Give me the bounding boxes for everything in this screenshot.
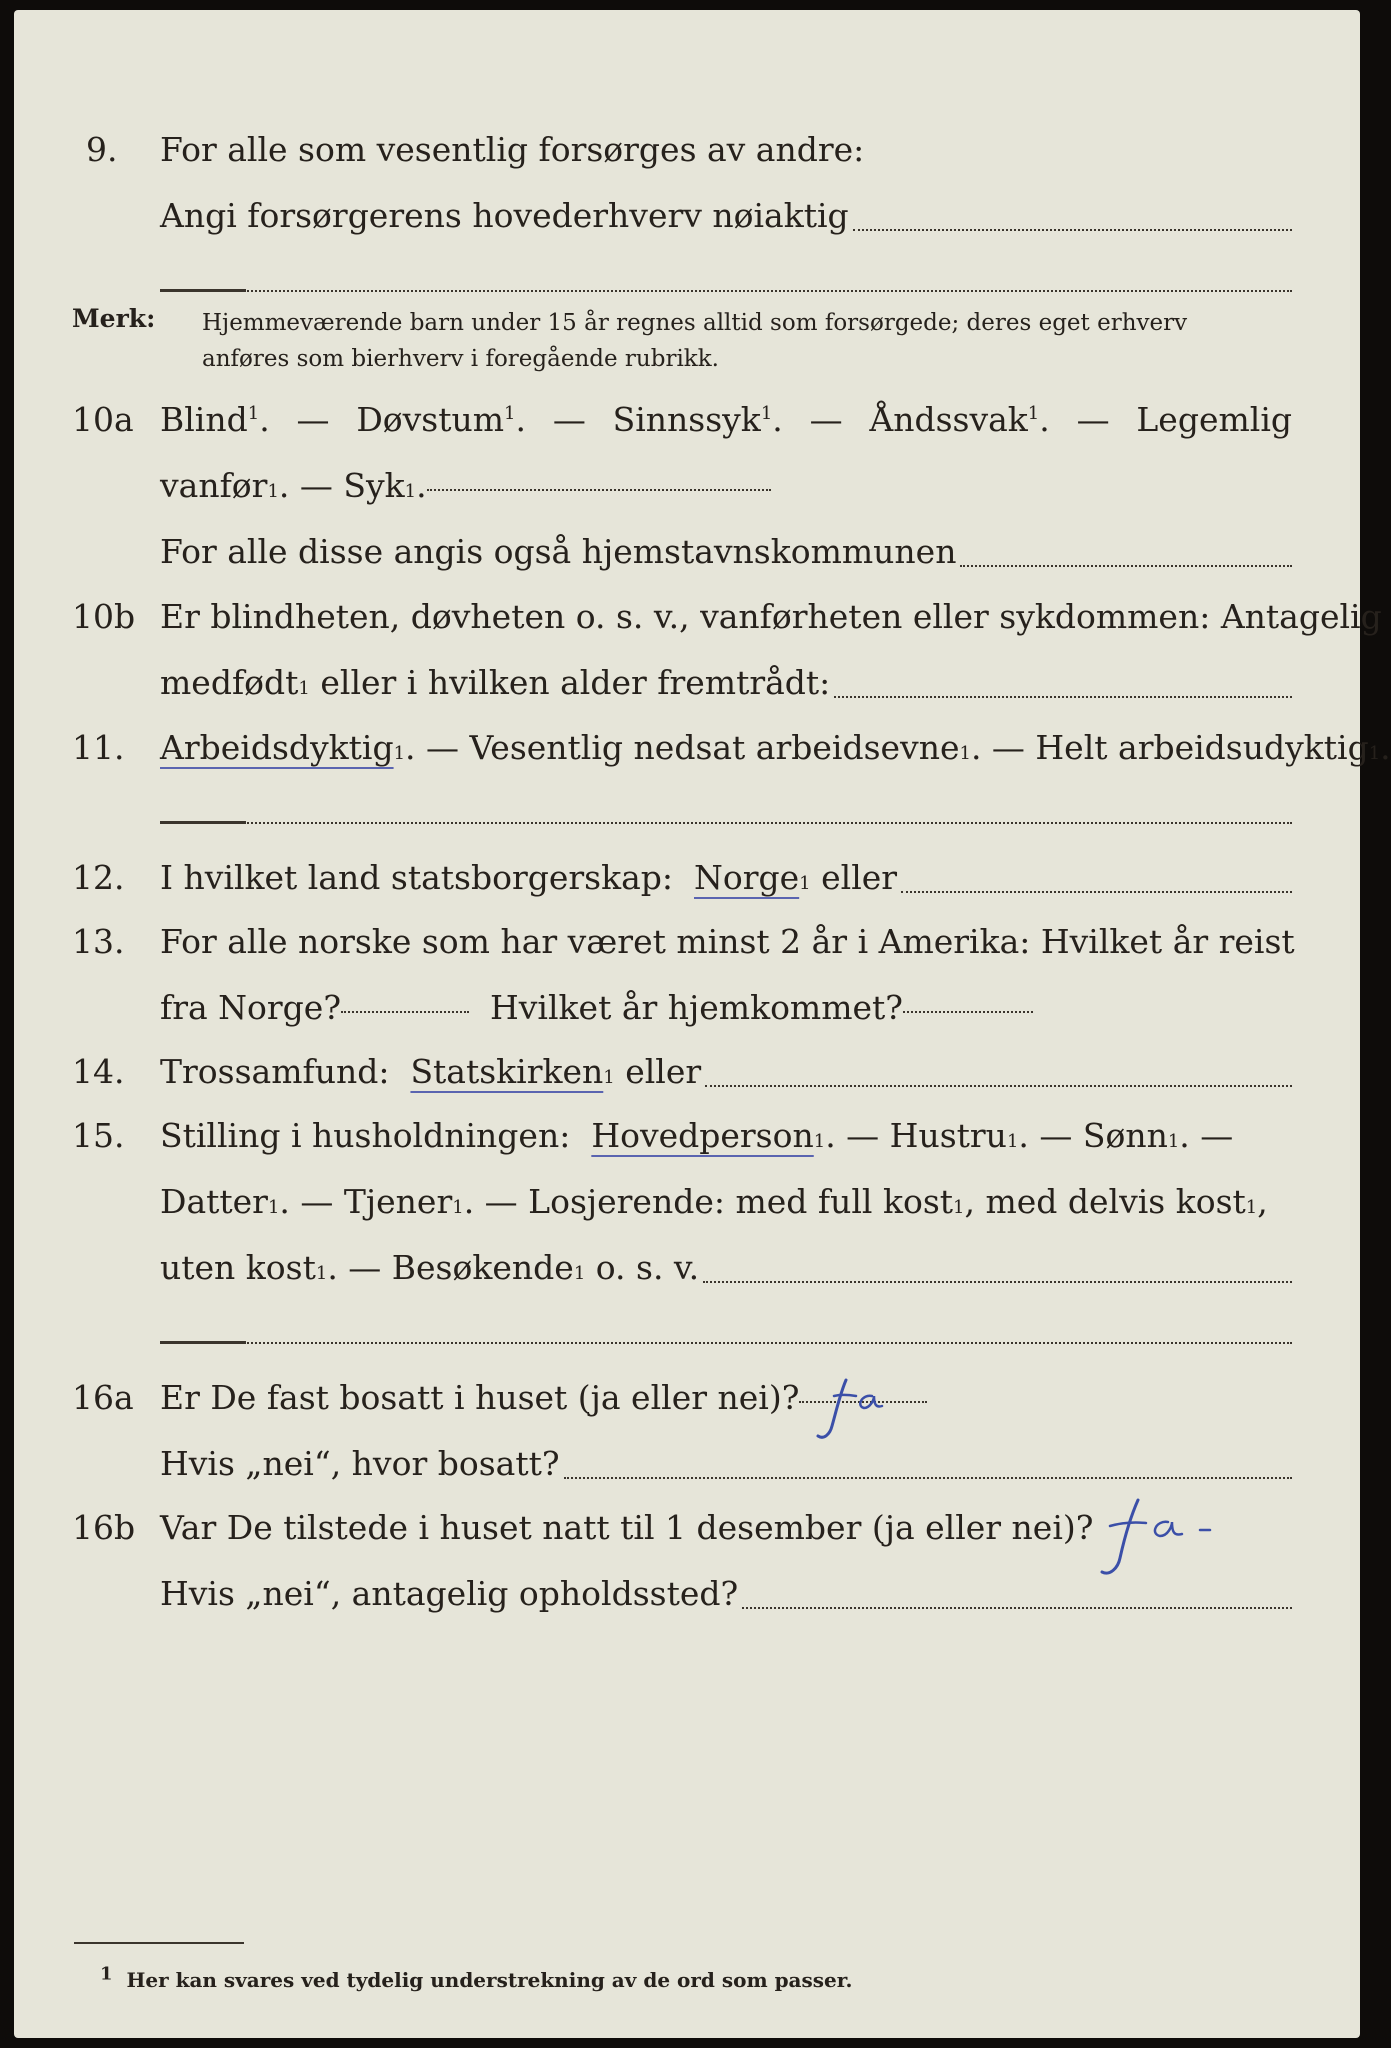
merk-note-line2: anføres som bierhverv i foregående rubrikk.: [202, 346, 719, 372]
answer-line: [853, 221, 1292, 231]
answer-line: [901, 883, 1292, 893]
blank-answer-line: [160, 822, 1292, 824]
q10b-number: 10b: [72, 597, 136, 636]
q14-line: Trossamfund: Statskirken 1 eller: [160, 1048, 1292, 1096]
answer-line: [703, 1273, 1292, 1283]
q13-line2: fra Norge? Hvilket år hjemkommet?: [160, 984, 1033, 1032]
q14-number: 14.: [72, 1052, 125, 1091]
q16a-line2: Hvis „nei“, hvor bosatt?: [160, 1440, 1292, 1488]
separator-dash: —: [809, 400, 843, 439]
footnote-rule: [74, 1942, 244, 1944]
q12-number: 12.: [72, 858, 125, 897]
blank-answer-line: [160, 290, 1292, 292]
q15-line3: uten kost 1 . — Besøkende 1 o. s. v.: [160, 1244, 1292, 1292]
q16b-line2: Hvis „nei“, antagelig opholdssted?: [160, 1570, 1292, 1618]
answer-line: [341, 1003, 469, 1013]
selected-option: Statskirken: [410, 1052, 604, 1091]
q10a-option: Sinnssyk$^1$.: [612, 400, 783, 439]
q10a-number: 10a: [72, 400, 134, 439]
q12-line: I hvilket land statsborgerskap: Norge 1 eller: [160, 854, 1292, 902]
q10a-line3: For alle disse angis også hjemstavnskommunen: [160, 528, 1292, 576]
q13-line1: For alle norske som har været minst 2 år i Amerika: Hvilket år reist: [160, 922, 1295, 961]
q16b-number: 16b: [72, 1508, 136, 1547]
q10a-option: Åndssvak$^1$.: [869, 400, 1050, 439]
superscript-mark: $^1$.: [504, 400, 526, 439]
superscript-mark: $^1$.: [1027, 400, 1050, 439]
q9-number: 9.: [86, 130, 118, 169]
separator-dash: —: [552, 400, 586, 439]
handwritten-answer-ja: [1090, 1494, 1230, 1580]
q16a-line1: Er De fast bosatt i huset (ja eller nei)?: [160, 1374, 927, 1422]
q10a-option: Blind$^1$.: [160, 400, 270, 439]
answer-line: [960, 557, 1292, 567]
q10a-line2: vanfør 1 . — Syk 1 .: [160, 462, 771, 510]
q11-number: 11.: [72, 728, 125, 767]
superscript-mark: $^1$.: [247, 400, 270, 439]
q9-line2: Angi forsørgerens hovederhverv nøiaktig: [160, 192, 1292, 240]
q11-line: Arbeidsdyktig 1 . — Vesentlig nedsat arbeidsevne 1 . — Helt arbeidsudyktig 1 .: [160, 724, 1391, 772]
answer-line: [903, 1003, 1033, 1013]
answer-line: [564, 1469, 1292, 1479]
q9-line1: For alle som vesentlig forsørges av andre:: [160, 130, 865, 169]
q10a-options: [160, 396, 1292, 444]
q15-line2: Datter 1 . — Tjener 1 . — Losjerende: med full kost 1 , med delvis kost 1 ,: [160, 1182, 1268, 1221]
answer-line: [427, 481, 771, 491]
selected-option: Arbeidsdyktig: [160, 728, 394, 767]
footnote: $^1$ Her kan svares ved tydelig understrekning av de ord som passer.: [100, 1963, 853, 1992]
merk-note-line1: Hjemmeværende barn under 15 år regnes alltid som forsørgede; deres eget erhverv: [202, 310, 1188, 336]
q10a-option: Døvstum$^1$.: [356, 400, 526, 439]
separator-dash: —: [296, 400, 330, 439]
q16b-line1: Var De tilstede i huset natt til 1 desember (ja eller nei)?: [160, 1508, 1094, 1547]
selected-option: Hovedperson: [591, 1116, 814, 1155]
superscript-mark: $^1$.: [760, 400, 783, 439]
handwritten-answer-ja: [810, 1374, 920, 1444]
q16a-number: 16a: [72, 1378, 134, 1417]
q10b-line1: Er blindheten, døvheten o. s. v., vanførheten eller sykdommen: Antagelig: [160, 597, 1382, 636]
q15-number: 15.: [72, 1116, 125, 1155]
q15-line1: Stilling i husholdningen: Hovedperson 1 . — Hustru 1 . — Sønn 1 . —: [160, 1112, 1233, 1160]
blank-answer-line: [160, 1342, 1292, 1344]
selected-option: Norge: [694, 858, 800, 897]
separator-dash: —: [1076, 400, 1110, 439]
merk-label: Merk:: [72, 304, 156, 333]
q10b-line2: medfødt 1 eller i hvilken alder fremtrådt:: [160, 659, 1292, 707]
answer-line: [705, 1077, 1292, 1087]
answer-line: [834, 688, 1292, 698]
q10a-option: Legemlig: [1136, 400, 1292, 439]
answer-line: [742, 1599, 1292, 1609]
q13-number: 13.: [72, 922, 125, 961]
